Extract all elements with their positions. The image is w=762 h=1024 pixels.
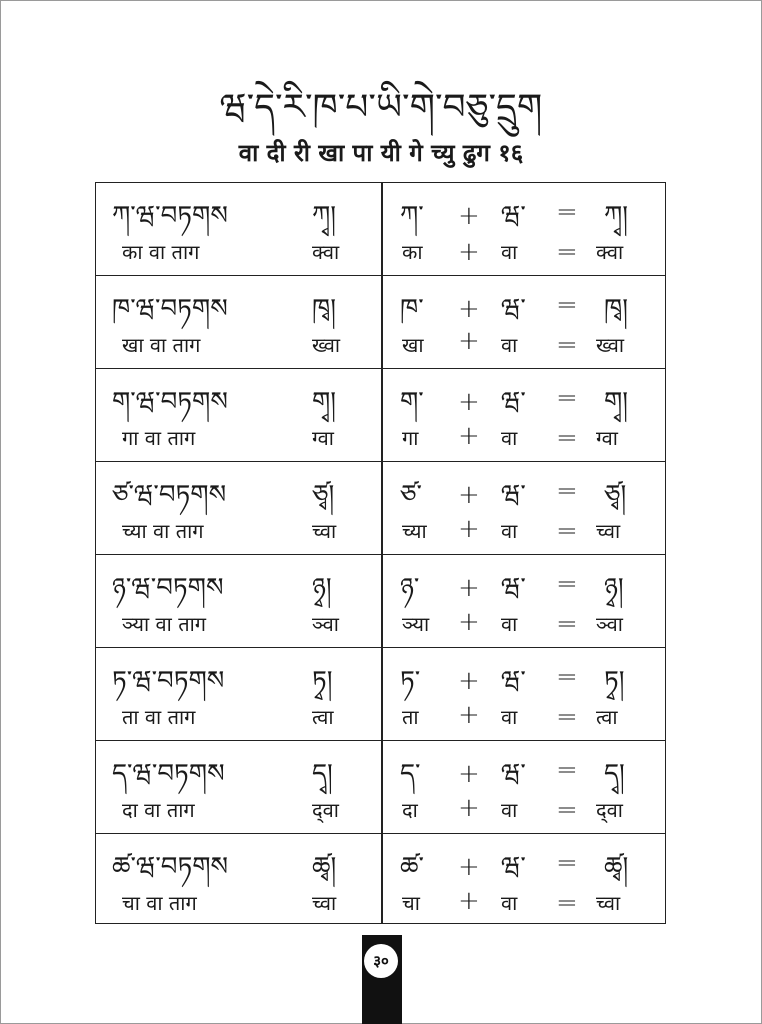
plus-sign: + [458, 326, 480, 356]
equals-result-tibetan: ཏྭ། [604, 666, 625, 696]
table-row [96, 555, 665, 648]
wa-tibetan: ཝ་ [501, 201, 526, 231]
wa-tibetan: ཝ་ [501, 852, 526, 882]
base-devanagari: दा [402, 798, 418, 822]
table-row [96, 369, 665, 462]
plus-sign: + [458, 201, 480, 231]
equals-result-devanagari: क्वा [596, 240, 624, 264]
base-tibetan: ཁ་ [400, 294, 424, 324]
result-devanagari: च्वा [312, 891, 337, 915]
result-devanagari: ग्वा [312, 426, 334, 450]
table-row [96, 834, 665, 927]
equals-result-tibetan: ཚྭ། [604, 852, 629, 882]
page-title-tibetan: ཝ་དེ་རི་ཁ་པ་ཡི་གེ་བཅུ་དྲུག [219, 87, 543, 128]
result-devanagari: ख्वा [312, 333, 341, 357]
table-row [96, 276, 665, 369]
page-title-devanagari: वा दी री खा पा यी गे च्यु ढुग १६ [238, 139, 524, 167]
name-tibetan: ད་ཝ་བཏགས [112, 759, 225, 789]
result-devanagari: द्‌वा [312, 798, 339, 822]
name-tibetan: ཙ་ཝ་བཏགས [112, 480, 227, 510]
table-row [96, 741, 665, 834]
name-devanagari: गा वा ताग [122, 426, 196, 450]
equals-result-tibetan: ཀྭ། [604, 201, 629, 231]
wa-tibetan: ཝ་ [501, 294, 526, 324]
result-tibetan: དྭ། [312, 759, 333, 789]
equals-result-tibetan: ཙྭ། [604, 480, 627, 510]
wa-tibetan: ཝ་ [501, 573, 526, 603]
result-devanagari: च्वा [312, 519, 337, 543]
plus-sign: + [458, 294, 480, 324]
equals-result-tibetan: ཉྭ། [604, 573, 624, 603]
equals-result-devanagari: द्‌वा [596, 798, 623, 822]
plus-sign: + [458, 700, 480, 730]
equals-sign: = [556, 290, 578, 320]
equals-sign: = [556, 237, 578, 267]
wa-devanagari: वा [501, 705, 518, 729]
base-devanagari: गा [402, 426, 419, 450]
base-devanagari: ता [402, 705, 419, 729]
wa-devanagari: वा [501, 891, 518, 915]
result-devanagari: ञ्वा [312, 612, 339, 636]
equals-result-devanagari: च्वा [596, 891, 621, 915]
plus-sign: + [458, 480, 480, 510]
name-tibetan: ཀ་ཝ་བཏགས [112, 201, 228, 231]
equals-sign: = [556, 476, 578, 506]
equals-sign: = [556, 795, 578, 825]
result-tibetan: ཁྭ། [312, 294, 336, 324]
plus-sign: + [458, 852, 480, 882]
table-row [96, 462, 665, 555]
plus-sign: + [458, 607, 480, 637]
letter-table [95, 182, 666, 924]
base-devanagari: ञ्या [402, 612, 430, 636]
wa-devanagari: वा [501, 333, 518, 357]
equals-sign: = [556, 330, 578, 360]
equals-sign: = [556, 662, 578, 692]
result-devanagari: क्वा [312, 240, 340, 264]
result-devanagari: त्वा [312, 705, 334, 729]
equals-sign: = [556, 383, 578, 413]
equals-result-devanagari: ख्वा [596, 333, 625, 357]
table-row [96, 183, 665, 276]
base-tibetan: ཀ་ [400, 201, 424, 231]
plus-sign: + [458, 421, 480, 451]
plus-sign: + [458, 387, 480, 417]
result-tibetan: ཉྭ། [312, 573, 332, 603]
equals-sign: = [556, 888, 578, 918]
page-number: ३० [364, 944, 398, 978]
equals-result-devanagari: ञ्वा [596, 612, 623, 636]
base-tibetan: ག་ [400, 387, 424, 417]
result-tibetan: ཙྭ། [312, 480, 335, 510]
result-tibetan: ཀྭ། [312, 201, 337, 231]
base-tibetan: ཚ་ [400, 852, 424, 882]
wa-tibetan: ཝ་ [501, 387, 526, 417]
name-tibetan: ག་ཝ་བཏགས [112, 387, 228, 417]
wa-tibetan: ཝ་ [501, 480, 526, 510]
plus-sign: + [458, 573, 480, 603]
equals-sign: = [556, 516, 578, 546]
name-devanagari: दा वा ताग [122, 798, 195, 822]
plus-sign: + [458, 237, 480, 267]
plus-sign: + [458, 666, 480, 696]
base-tibetan: ཉ་ [400, 573, 420, 603]
equals-result-tibetan: དྭ། [604, 759, 625, 789]
base-tibetan: ཙ་ [400, 480, 422, 510]
base-tibetan: ད་ [400, 759, 421, 789]
plus-sign: + [458, 759, 480, 789]
plus-sign: + [458, 514, 480, 544]
equals-result-devanagari: ग्वा [596, 426, 618, 450]
base-devanagari: का [402, 240, 423, 264]
name-devanagari: च्या वा ताग [122, 519, 204, 543]
equals-sign: = [556, 848, 578, 878]
name-devanagari: खा वा ताग [122, 333, 201, 357]
name-tibetan: ཉ་ཝ་བཏགས [112, 573, 224, 603]
equals-result-devanagari: च्वा [596, 519, 621, 543]
equals-result-devanagari: त्वा [596, 705, 618, 729]
table-row [96, 648, 665, 741]
name-tibetan: ཁ་ཝ་བཏགས [112, 294, 228, 324]
base-devanagari: च्या [402, 519, 427, 543]
result-tibetan: གྭ། [312, 387, 337, 417]
wa-devanagari: वा [501, 240, 518, 264]
equals-sign: = [556, 609, 578, 639]
name-devanagari: चा वा ताग [122, 891, 197, 915]
name-devanagari: का वा ताग [122, 240, 200, 264]
base-devanagari: खा [402, 333, 424, 357]
name-tibetan: ཚ་ཝ་བཏགས [112, 852, 229, 882]
name-tibetan: ཏ་ཝ་བཏགས [112, 666, 225, 696]
equals-sign: = [556, 702, 578, 732]
wa-tibetan: ཝ་ [501, 666, 526, 696]
equals-sign: = [556, 197, 578, 227]
plus-sign: + [458, 793, 480, 823]
equals-sign: = [556, 569, 578, 599]
equals-sign: = [556, 755, 578, 785]
wa-devanagari: वा [501, 426, 518, 450]
wa-devanagari: वा [501, 519, 518, 543]
equals-result-tibetan: གྭ། [604, 387, 629, 417]
equals-sign: = [556, 423, 578, 453]
wa-devanagari: वा [501, 612, 518, 636]
base-tibetan: ཏ་ [400, 666, 421, 696]
plus-sign: + [458, 886, 480, 916]
wa-tibetan: ཝ་ [501, 759, 526, 789]
name-devanagari: ता वा ताग [122, 705, 196, 729]
result-tibetan: ཚྭ། [312, 852, 337, 882]
equals-result-tibetan: ཁྭ། [604, 294, 628, 324]
name-devanagari: ञ्या वा ताग [122, 612, 207, 636]
wa-devanagari: वा [501, 798, 518, 822]
base-devanagari: चा [402, 891, 420, 915]
result-tibetan: ཏྭ། [312, 666, 333, 696]
